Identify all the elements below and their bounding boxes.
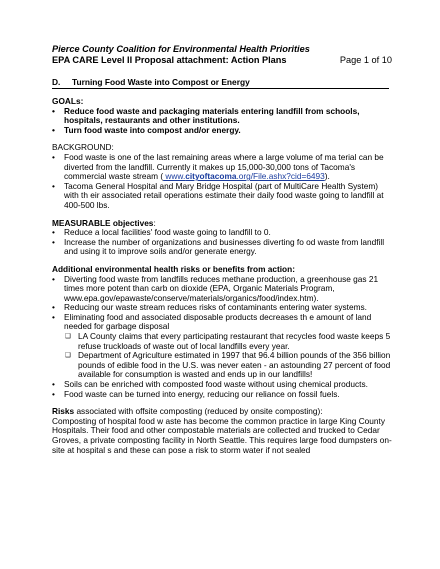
page-number: Page 1 of 10: [339, 55, 392, 65]
measurable-heading-tail: :: [153, 217, 156, 228]
goals-list: [52, 107, 392, 136]
list-item: • Food waste can be turned into energy, reducing our reliance on fossil fuels.: [52, 390, 392, 400]
list-item: • Eliminating food and associated disposable products decreases th e amount of land needed for garbage disposal: [52, 313, 392, 332]
section-heading: [52, 77, 389, 89]
measurable-heading-bold: MEASURABLE objectives: [52, 217, 154, 228]
background-heading: BACKGROUND:: [52, 142, 114, 153]
risks-benefits-list: [52, 275, 392, 400]
measurable-list: [52, 228, 392, 257]
header-subtitle-row: [52, 55, 392, 66]
organization-name: Pierce County Coalition for Environmental Health Priorities: [52, 44, 310, 54]
document-body: [52, 97, 392, 455]
document-page: [52, 44, 392, 455]
risks-heading-tail: associated with offsite composting (reduced by onsite composting):: [74, 406, 323, 417]
list-item: • Tacoma General Hospital and Mary Bridge Hospital (part of MultiCare Health System) with th eir associated retail operations estimate their daily food waste going to landfill at 400-500 lbs.: [52, 182, 392, 211]
background-text: Food waste is one of the last remaining areas where a large volume of ma terial can be diverted from the landfill. Currently it makes up 15,000-30,000 tons of Tacoma's commercial waste stream (: [64, 151, 384, 182]
section-title: Turning Food Waste into Compost or Energy: [72, 77, 250, 87]
document-header: [52, 44, 392, 66]
section-number: D.: [52, 77, 61, 87]
list-item: • Reduce a local facilities' food waste going to landfill to 0.: [52, 228, 392, 238]
list-item: • Reduce food waste and packaging materials entering landfill from schools, hospitals, restaurants and other institutions.: [52, 107, 392, 126]
list-item: • Soils can be enriched with composted food waste without using chemical products.: [52, 380, 392, 390]
list-item: • Turn food waste into compost and/or energy.: [52, 126, 392, 136]
risks-heading-bold: Risks: [52, 406, 75, 417]
background-text: ).: [324, 171, 330, 182]
goals-heading: GOALs:: [52, 96, 84, 106]
list-item: • Increase the number of organizations and businesses diverting fo od waste from landfill and using it to improve soils and/or generate energy.: [52, 238, 392, 257]
sub-list-item: ❑ Department of Agriculture estimated in 1997 that 96.4 billion pounds of the 356 billion pounds of edible food in the U.S. was never eaten - an astounding 27 percent of food available for consumption is wasted and ends up in our landfills!: [52, 351, 392, 380]
link-text-bold: cityoftacoma: [185, 171, 237, 182]
list-item: [52, 153, 392, 182]
list-item: • Diverting food waste from landfills reduces methane production, a greenhouse gas 21 times more potent than carb on dioxide (EPA, Organic Materials Program, www.epa.gov/epawaste/conserve/materials/organics/food/index.htm).: [52, 275, 392, 304]
background-list: [52, 153, 392, 211]
sub-list-item: ❑ LA County claims that every participating restaurant that recycles food waste keeps 5 refuse truckloads of waste out of local landfills every year.: [52, 332, 392, 351]
link-text: .org/File.ashx?cid=6493: [236, 171, 325, 182]
risks-text: Composting of hospital food w aste has become the common practice in large King County Hospitals. Their food and other compostable materials are collected and trucked to Cedar Groves, a private composting facility in North Seattle. This requires large food dumpsters on-site at hospital s and these can pose a risk to storm water if not sealed: [52, 415, 392, 455]
risks-benefits-heading: Additional environmental health risks or benefits from action:: [52, 263, 295, 274]
document-subtitle: EPA CARE Level II Proposal attachment: Action Plans: [52, 55, 287, 65]
list-item: • Reducing our waste stream reduces risks of contaminants entering water systems.: [52, 303, 392, 313]
risks-paragraph: [52, 407, 392, 455]
source-link[interactable]: [163, 171, 325, 181]
link-text: www.: [163, 171, 186, 182]
